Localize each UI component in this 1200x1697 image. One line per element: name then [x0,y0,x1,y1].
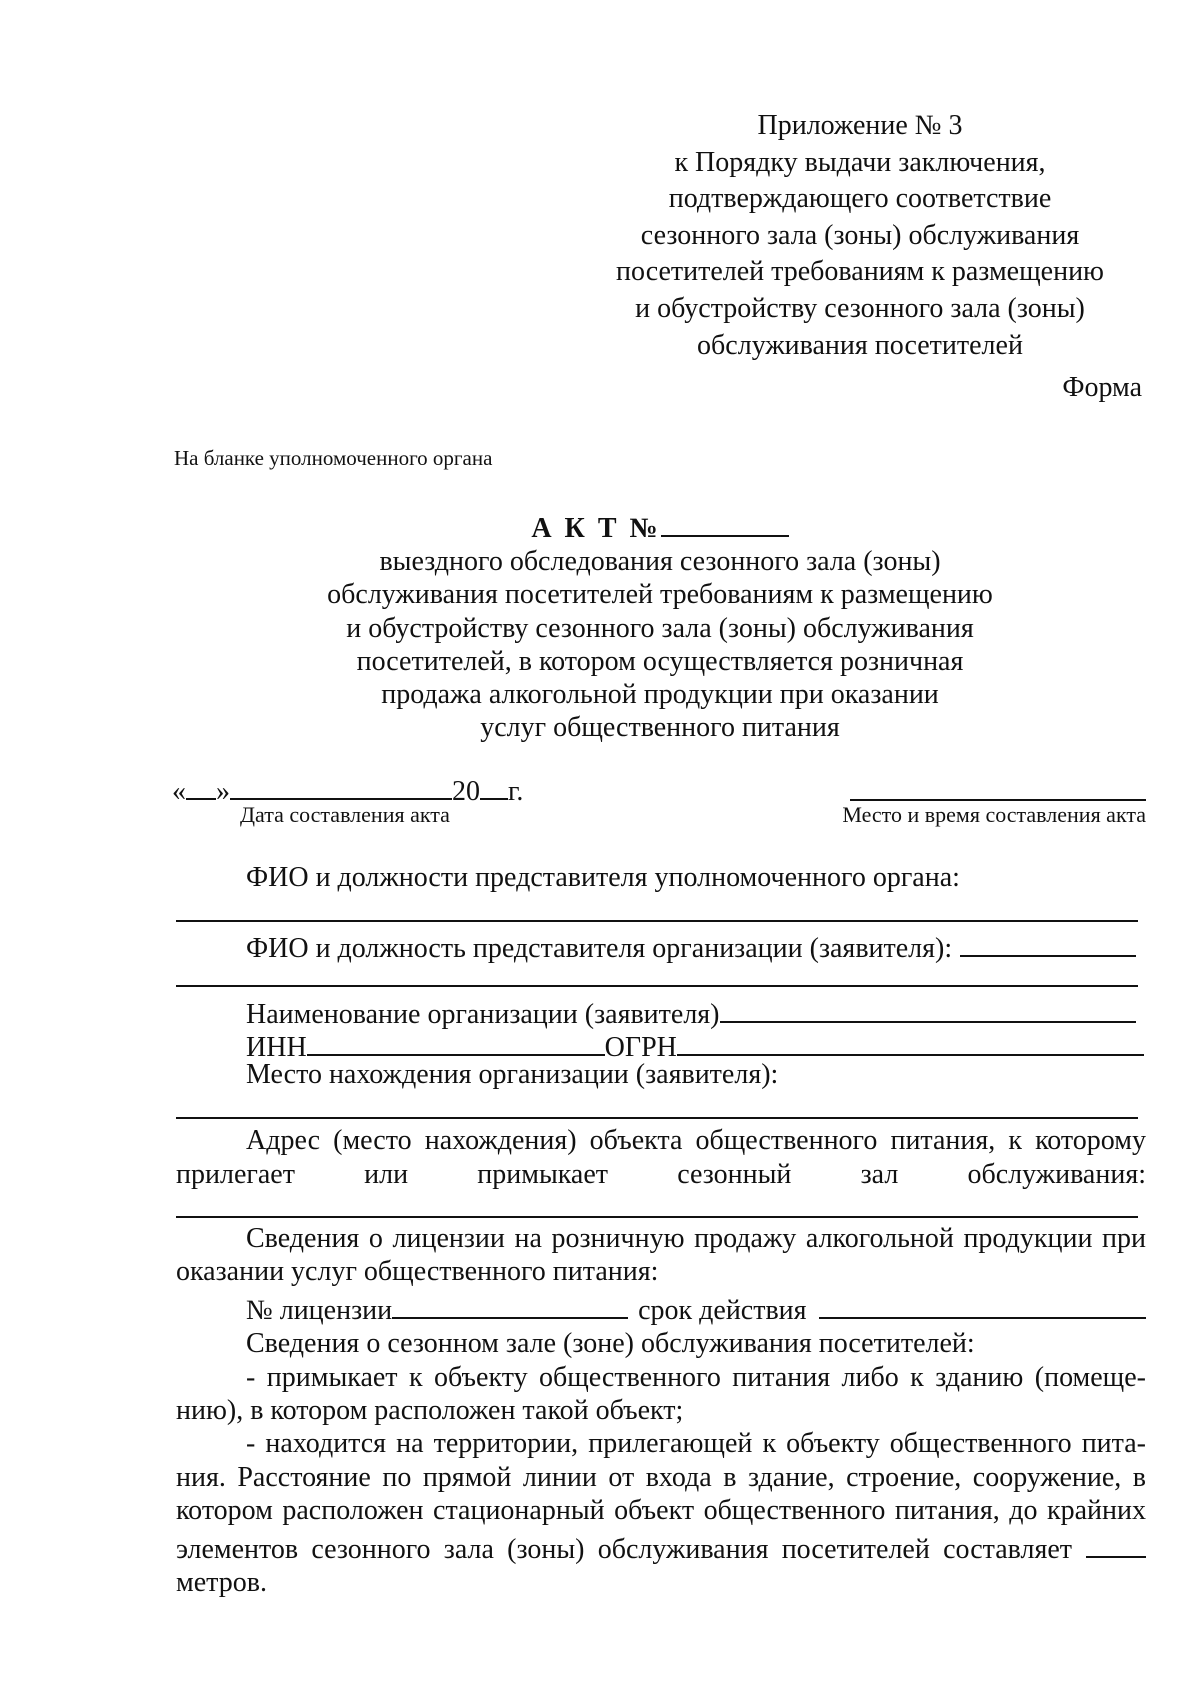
license-term-field[interactable] [819,1289,1146,1319]
year-prefix: 20 [452,776,480,807]
org-name-field[interactable] [720,993,1137,1023]
ogrn-label: ОГРН [604,1032,677,1063]
applicant-rep-field[interactable] [960,927,1136,957]
address-word: прилегает [176,1159,295,1190]
close-quote: » [216,776,230,807]
address-word: примыкает [477,1159,609,1190]
address-line-2 [176,1158,1146,1192]
act-title-text: А К Т № [531,513,661,544]
seasonal-item2-line2: ния. Расстояние по прямой линии от входа в здание, строение, сооружение, в [176,1461,1146,1493]
address-word: обслуживания: [967,1159,1146,1190]
act-subtitle-line: выездного обследования сезонного зала (зоны) [379,546,941,578]
appendix-line: посетителей требованиям к размещению [616,256,1104,288]
authority-rep-field[interactable] [176,920,1138,922]
appendix-line: Приложение № 3 [757,110,963,141]
day-field[interactable] [186,770,216,800]
applicant-rep-field-2[interactable] [176,985,1138,987]
seasonal-item2-line3: котором расположен стационарный объект общественного питания, до крайних [176,1495,1146,1527]
seasonal-item2-line1: - находится на территории, прилегающей к объекту общественного пита- [246,1428,1146,1460]
blank-note: На бланке уполномоченного органа [174,446,493,470]
license-intro-1: Сведения о лицензии на розничную продажу алкогольной продукции при [246,1223,1146,1254]
seasonal-item1-line2: нию), в котором расположен такой объект; [176,1395,684,1427]
applicant-rep-row [246,927,1136,965]
act-subtitle-line: продажа алкогольной продукции при оказании [381,679,939,711]
address-block [176,1124,1146,1192]
place-caption: Место и время составления акта [842,802,1146,827]
distance-field[interactable] [1086,1528,1146,1558]
license-term-label: срок действия [638,1294,807,1326]
act-subtitle-line: посетителей, в котором осуществляется розничная [356,645,964,677]
license-block [176,1222,1146,1599]
applicant-rep-label: ФИО и должность представителя организации (заявителя): [246,933,953,964]
year-suffix: г. [508,776,524,807]
address-field[interactable] [176,1216,1138,1218]
seasonal-item1-line1: - примыкает к объекту общественного питания либо к зданию (помеще- [246,1361,1146,1393]
inn-label: ИНН [246,1032,307,1063]
date-caption: Дата составления акта [240,802,450,827]
act-subtitle-line: услуг общественного питания [480,712,840,744]
appendix-line: и обустройству сезонного зала (зоны) [635,292,1085,324]
form-label: Форма [1062,372,1142,403]
license-number-field[interactable] [392,1289,628,1319]
org-name-label: Наименование организации (заявителя) [246,999,720,1030]
address-word: зал [860,1159,899,1190]
act-subtitle-line: обслуживания посетителей требованиям к размещению [327,579,993,611]
year-field[interactable] [480,770,508,800]
act-title [250,507,1070,545]
act-title-block [250,507,1070,744]
seasonal-item2-line5: метров. [176,1567,267,1599]
address-line-1: Адрес (место нахождения) объекта общественного питания, к которому [246,1125,1146,1156]
month-field[interactable] [230,770,452,800]
act-number-field[interactable] [661,507,789,537]
address-word: сезонный [677,1159,792,1190]
seasonal-item2-row4 [176,1528,1146,1566]
act-subtitle-line: и обустройству сезонного зала (зоны) обслуживания [346,612,974,644]
seasonal-heading: Сведения о сезонном зале (зоне) обслуживания посетителей: [246,1328,975,1360]
license-number-label: № лицензии [246,1294,393,1326]
inn-field[interactable] [307,1026,605,1056]
appendix-header [600,108,1120,364]
place-time-field[interactable] [850,799,1146,801]
license-intro-2: оказании услуг общественного питания: [176,1256,659,1288]
seasonal-item2-line4: элементов сезонного зала (зоны) обслуживания посетителей составляет [176,1533,1072,1565]
license-row [176,1289,1146,1327]
appendix-line: подтверждающего соответствие [668,183,1052,215]
appendix-line: обслуживания посетителей [697,329,1023,361]
org-location-field[interactable] [176,1117,1138,1119]
org-location-label: Место нахождения организации (заявителя): [246,1059,779,1090]
appendix-line: к Порядку выдачи заключения, [674,146,1046,178]
authority-rep-label: ФИО и должности представителя уполномоченного органа: [246,862,960,893]
ogrn-field[interactable] [677,1026,1144,1056]
appendix-line: сезонного зала (зоны) обслуживания [640,219,1080,251]
address-word: или [364,1159,409,1190]
open-quote: « [172,776,186,807]
